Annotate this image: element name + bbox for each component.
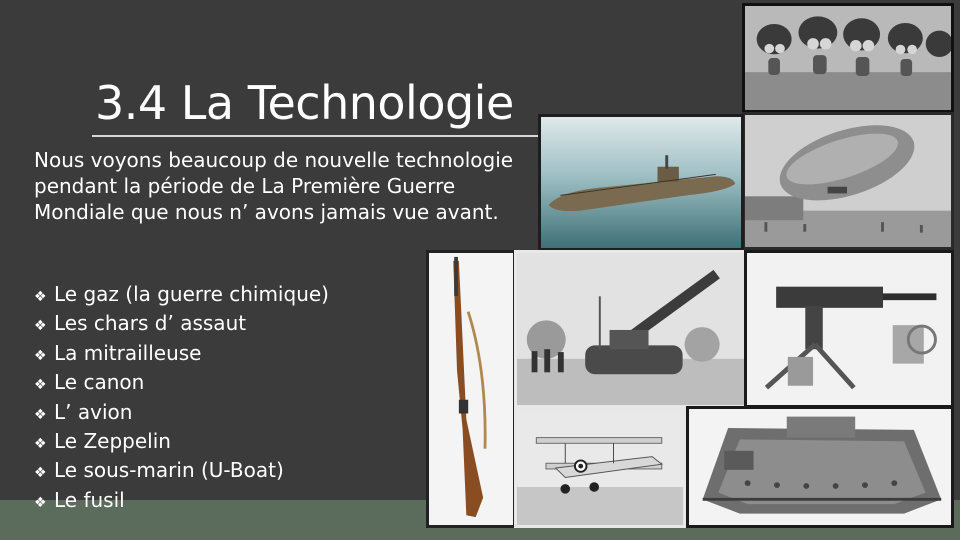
slide-title: 3.4 La Technologie [95,76,514,130]
list-item: ❖ Le fusil [34,487,329,516]
submarine-photo [538,114,744,251]
list-item: ❖ La mitrailleuse [34,340,329,369]
intro-paragraph: Nous voyons beaucoup de nouvelle technologie pendant la période de La Première Guerre Mondiale que nous n’ avons jamais vue avant. [34,148,514,224]
list-item: ❖ Le sous-marin (U-Boat) [34,457,329,486]
cannon-photo [514,250,747,408]
diamond-bullet-icon: ❖ [34,494,47,511]
tank-photo [686,406,954,528]
list-item: ❖ Le gaz (la guerre chimique) [34,281,329,310]
rifle-photo [426,250,516,528]
diamond-bullet-icon: ❖ [34,289,47,305]
list-item: ❖ L’ avion [34,399,329,428]
diamond-bullet-icon: ❖ [34,436,47,453]
gas-masks-photo [742,3,954,113]
list-item: ❖ Le canon [34,369,329,398]
list-item: ❖ Le Zeppelin [34,428,329,457]
zeppelin-photo [742,112,954,250]
bullet-list [34,281,329,516]
list-item: ❖ Les chars d’ assaut [34,310,329,339]
diamond-bullet-icon: ❖ [34,406,47,423]
diamond-bullet-icon: ❖ [34,377,47,394]
machine-gun-photo [744,250,954,408]
diamond-bullet-icon: ❖ [34,318,47,335]
title-underline [92,135,562,137]
diamond-bullet-icon: ❖ [34,347,47,364]
airplane-photo [514,408,686,528]
diamond-bullet-icon: ❖ [34,465,47,482]
